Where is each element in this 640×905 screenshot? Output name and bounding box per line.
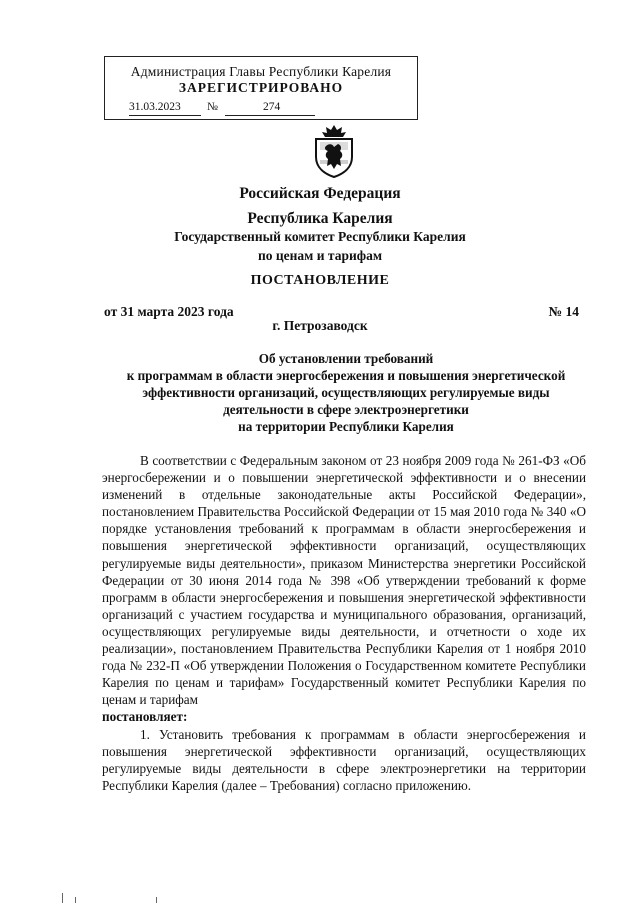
title-line: эффективности организаций, осуществляющих регулируемые виды [142,385,550,400]
stamp-date: 31.03.2023 [129,101,181,113]
stamp-number: 274 [263,101,281,113]
registration-stamp [104,56,418,120]
document-city: г. Петрозаводск [272,318,368,333]
stamp-number-underline [225,115,315,116]
scan-artifact [156,897,157,903]
decrees-paragraph [102,708,586,725]
document-number: № 14 [548,304,579,319]
document-date: от 31 марта 2023 года [104,304,234,319]
document-type: ПОСТАНОВЛЕНИЕ [250,273,390,288]
committee-heading: Государственный комитет Республики Карелия [174,229,466,244]
republic-heading: Республика Карелия [247,210,393,227]
title-line: к программам в области энергосбережения и повышения энергетической [126,368,566,383]
federation-heading: Российская Федерация [239,185,401,202]
scan-artifact [75,897,76,903]
preamble-paragraph: В соответствии с Федеральным законом от 23 ноября 2009 года № 261-ФЗ «Об энергосбережении и о повышении энергетической эффективности и о внесении изменений в отдельные законодательные акты Российской Федерации», постановлением Правительства Российской Федерации от 15 мая 2010 года № 340 «О порядке установления требований к программам в области энергосбережения и повышения энергетической эффективности организаций, осуществляющих регулируемые виды деятельности», приказом Министерства энергетики Российской Федерации от 30 июня 2014 года № 398 «Об утверждении требований к форме программ в области энергосбережения и повышения энергетической эффективности организаций с участием государства и муниципального образования, организаций, осуществляющих регулируемые виды деятельности, и отчетности о ходе их реализации», постановлением Правительства Республики Карелия от 1 ноября 2010 года № 232-П «Об утверждении Положения о Государственном комитете Республики Карелия по ценам и тарифам» Государственный комитет Республики Карелия по ценам и тарифам [102,453,586,708]
document-title [96,350,596,435]
document-body [102,452,586,794]
item-1-paragraph: 1. Установить требования к программам в области энергосбережения и повышения энергетической эффективности организаций, осуществляющих регулируемые виды деятельности в сфере электроэнергетики на территории Республики Карелия (далее – Требования) согласно приложению. [102,726,586,793]
committee-heading-line2: по ценам и тарифам [257,248,383,263]
stamp-authority: Администрация Главы Республики Карелия [130,64,392,79]
decrees-word: постановляет: [102,709,188,725]
stamp-number-label: № [207,101,218,113]
title-line: Об установлении требований [258,351,434,366]
scan-artifact [62,893,63,903]
stamp-registered: ЗАРЕГИСТРИРОВАНО [178,80,344,95]
stamp-date-underline [129,115,201,116]
karelia-coat-of-arms-icon [312,124,356,178]
title-line: деятельности в сфере электроэнергетики [223,402,469,417]
title-line: на территории Республики Карелия [238,419,454,434]
